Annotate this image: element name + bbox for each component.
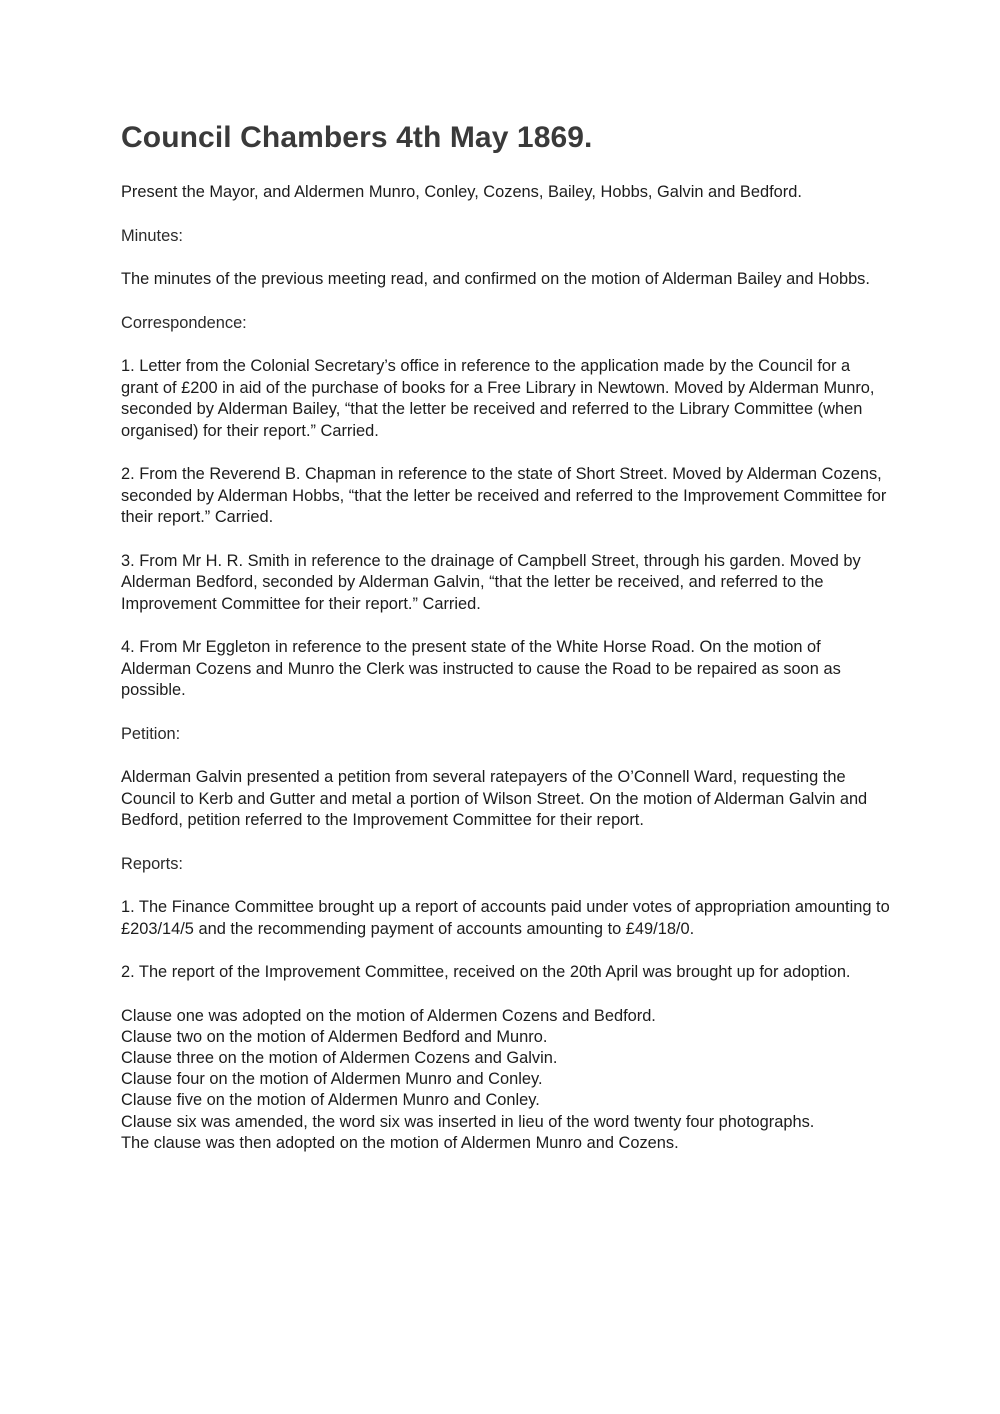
correspondence-item-1: 1. Letter from the Colonial Secretary’s office in reference to the application made by the Council for a grant of £200 in aid of the purchase of books for a Free Library in Newtown. Moved by Alderman Munro, seconded by Alderman Bailey, “that the letter be received and referred to the Library Committee (when organised) for their report.” Carried. [121,357,875,440]
clause-line: Clause one was adopted on the motion of Aldermen Cozens and Bedford. [121,1006,656,1025]
correspondence-item-4: 4. From Mr Eggleton in reference to the present state of the White Horse Road. On the motion of Alderman Cozens and Munro the Clerk was instructed to cause the Road to be repaired as soon as possible. [121,638,841,699]
petition-paragraph: Alderman Galvin presented a petition from several ratepayers of the O’Connell Ward, requesting the Council to Kerb and Gutter and metal a portion of Wilson Street. On the motion of Alderman Galvin and Bedford, petition referred to the Improvement Committee for their report. [121,768,868,829]
clause-line: Clause two on the motion of Aldermen Bedford and Munro. [121,1027,548,1046]
petition-heading: Petition: [121,724,181,743]
clause-line: Clause three on the motion of Aldermen Cozens and Galvin. [121,1048,558,1067]
document-page [121,118,891,1154]
attendance-paragraph: Present the Mayor, and Aldermen Munro, Conley, Cozens, Bailey, Hobbs, Galvin and Bedford. [121,183,802,201]
correspondence-heading: Correspondence: [121,313,247,332]
clause-line: Clause six was amended, the word six was inserted in lieu of the word twenty four photographs. [121,1112,815,1131]
report-item-1: 1. The Finance Committee brought up a report of accounts paid under votes of appropriation amounting to £203/14/5 and the recommending payment of accounts amounting to £49/18/0. [121,898,890,938]
page-title: Council Chambers 4th May 1869. [121,121,593,154]
correspondence-item-3: 3. From Mr H. R. Smith in reference to the drainage of Campbell Street, through his garden. Moved by Alderman Bedford, seconded by Alderman Galvin, “that the letter be received, and referred to the Improvement Committee for their report.” Carried. [121,551,861,613]
report-item-2: 2. The report of the Improvement Committee, received on the 20th April was brought up for adoption. [121,963,851,981]
clause-list [121,1006,891,1154]
minutes-heading: Minutes: [121,226,183,245]
correspondence-item-2: 2. From the Reverend B. Chapman in reference to the state of Short Street. Moved by Alderman Cozens, seconded by Alderman Hobbs, “that the letter be received and referred to the Improvement Committee for their report.” Carried. [121,465,887,526]
clause-line: Clause four on the motion of Aldermen Munro and Conley. [121,1070,543,1089]
reports-heading: Reports: [121,854,183,873]
clause-line: Clause five on the motion of Aldermen Munro and Conley. [121,1091,540,1110]
minutes-paragraph: The minutes of the previous meeting read, and confirmed on the motion of Alderman Bailey and Hobbs. [121,270,870,288]
clause-line: The clause was then adopted on the motion of Aldermen Munro and Cozens. [121,1133,679,1152]
